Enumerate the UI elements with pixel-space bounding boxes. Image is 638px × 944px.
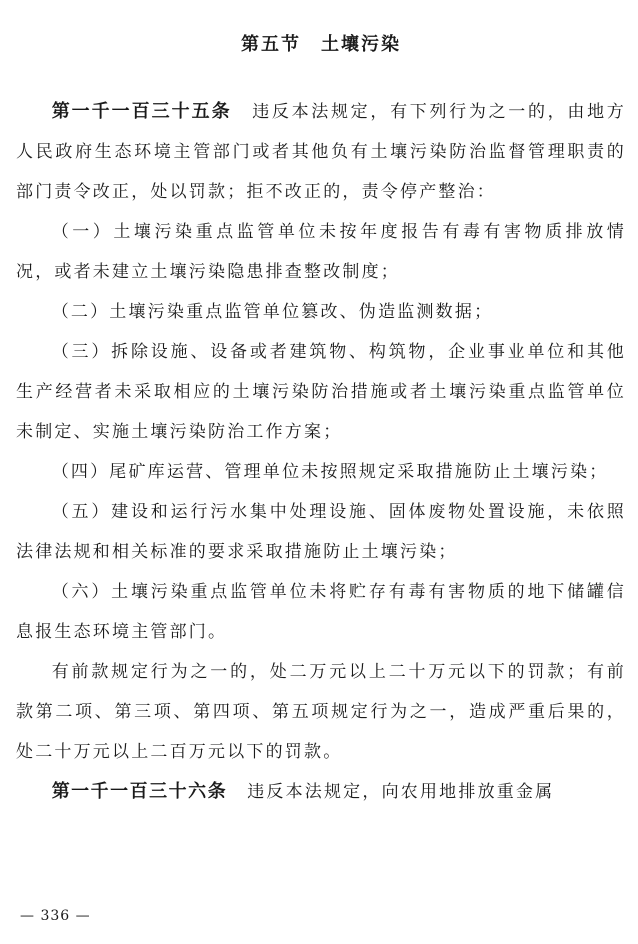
list-item: （三）拆除设施、设备或者建筑物、构筑物，企业事业单位和其他生产经营者未采取相应的土壤污染防治措施或者土壤污染重点监管单位未制定、实施土壤污染防治工作方案； [16, 342, 626, 442]
page-number: — 336 — [20, 908, 91, 924]
article-1135-closing: 有前款规定行为之一的，处二万元以上二十万元以下的罚款；有前款第二项、第三项、第四项、第五项规定行为之一，造成严重后果的，处二十万元以上二百万元以下的罚款。 [16, 662, 626, 762]
article-1136-lead [16, 772, 626, 812]
article-text: 违反本法规定，有下列行为之一的，由地方人民政府生态环境主管部门或者其他负有土壤污染防治监督管理职责的部门责令改正，处以罚款；拒不改正的，责令停产整治： [16, 102, 626, 202]
section-title: 第五节 土壤污染 [241, 34, 401, 55]
article-number: 第一千一百三十六条 [51, 781, 228, 802]
article-number: 第一千一百三十五条 [51, 101, 232, 122]
list-item: （四）尾矿库运营、管理单位未按照规定采取措施防止土壤污染； [51, 462, 609, 482]
article-text: 违反本法规定，向农用地排放重金属 [247, 782, 555, 802]
list-item: （六）土壤污染重点监管单位未将贮存有毒有害物质的地下储罐信息报生态环境主管部门。 [16, 582, 626, 642]
document-body [16, 92, 626, 812]
list-item: （二）土壤污染重点监管单位篡改、伪造监测数据； [51, 302, 494, 322]
list-item: （一）土壤污染重点监管单位未按年度报告有毒有害物质排放情况，或者未建立土壤污染隐患排查整改制度； [16, 222, 626, 282]
list-item: （五）建设和运行污水集中处理设施、固体废物处置设施，未依照法律法规和相关标准的要求采取措施防止土壤污染； [16, 502, 626, 562]
article-1135-lead [16, 92, 626, 212]
